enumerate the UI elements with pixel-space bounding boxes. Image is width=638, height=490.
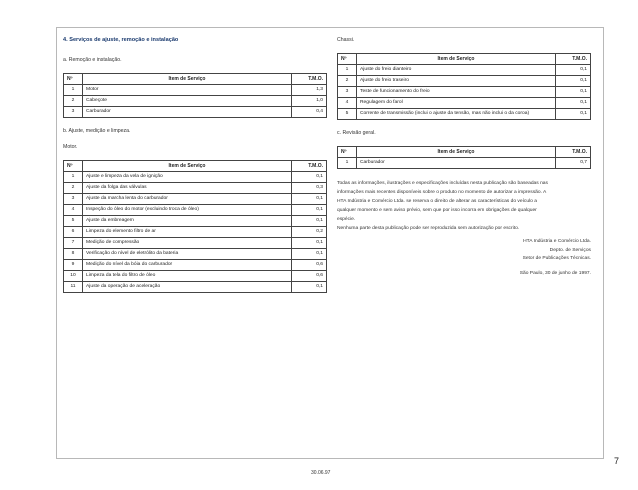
signature-date: São Paulo, 30 de junho de 1997. [519,270,591,276]
table-removal-installation [63,73,327,118]
row-tmo: 0,1 [556,76,591,87]
table-motor-adjustments [63,160,327,293]
notice-line: informações mais recentes disponíveis sobre o produto no momento de autorizar a impressão. A [337,190,547,195]
col-header-tmo: T.M.O. [292,74,327,85]
row-item: Inspeção do óleo do motor (excluindo troca de óleo) [83,205,292,216]
row-number: 2 [64,96,83,107]
row-tmo: 0,4 [292,107,327,118]
signature-company: HTA Indústria e Comércio Ltda. [523,239,591,244]
notice-line: espécie. [337,217,356,222]
row-tmo: 0,1 [292,172,327,183]
table-row [338,76,591,87]
col-header-number: Nº [338,54,357,65]
row-item: Corrente de transmissão (inclui o ajuste da tensão, mas não inclui o da coroa) [357,109,556,120]
row-item: Ajuste do freio dianteiro [357,65,556,76]
row-tmo: 0,3 [292,183,327,194]
row-item: Ajuste da embreagem [83,216,292,227]
subsection-b-label: b. Ajuste, medição e limpeza. [63,128,131,134]
row-number: 11 [64,282,83,293]
row-number: 1 [338,158,357,169]
table-row [64,271,327,282]
col-header-tmo: T.M.O. [556,54,591,65]
table-chassi [337,53,591,120]
col-header-item: Item de Serviço [357,147,556,158]
table-row [338,158,591,169]
row-tmo: 0,7 [556,158,591,169]
row-number: 5 [338,109,357,120]
row-number: 3 [64,107,83,118]
table-row [64,183,327,194]
row-item: Ajuste da folga das válvulas [83,183,292,194]
left-column [63,31,327,303]
row-number: 6 [64,227,83,238]
row-item: Limpeza da tela do filtro de óleo [83,271,292,282]
table-row [64,205,327,216]
row-item: Ajuste da marcha lenta do carburador [83,194,292,205]
section-title: 4. Serviços de ajuste, remoção e instalação [63,37,179,43]
row-item: Carburador [357,158,556,169]
row-item: Teste de funcionamento do freio [357,87,556,98]
table-row [64,260,327,271]
table-row [338,109,591,120]
row-item: Ajuste da operação de aceleração [83,282,292,293]
row-number: 2 [64,183,83,194]
notice-line: Nenhuma parte desta publicação pode ser reproduzida sem autorização por escrito. [337,226,520,231]
row-tmo: 1,3 [292,85,327,96]
right-column [337,31,591,276]
table-row [338,98,591,109]
row-number: 1 [338,65,357,76]
notice-line: HTA Indústria e Comércio Ltda. se reserva o direito de alterar as características do veículo a [337,199,537,204]
row-tmo: 0,1 [292,216,327,227]
col-header-item: Item de Serviço [83,161,292,172]
row-tmo: 1,0 [292,96,327,107]
row-number: 9 [64,260,83,271]
table-general-revision [337,146,591,169]
row-tmo: 0,2 [292,227,327,238]
row-tmo: 0,1 [556,98,591,109]
footer-date: 30.06.97 [311,470,331,476]
chassi-label: Chassi. [337,37,355,43]
row-tmo: 0,1 [292,194,327,205]
row-tmo: 0,6 [292,260,327,271]
row-tmo: 0,1 [556,87,591,98]
row-number: 3 [64,194,83,205]
table-row [64,96,327,107]
row-number: 4 [338,98,357,109]
row-item: Ajuste e limpeza da vela de ignição [83,172,292,183]
table-row [338,87,591,98]
row-number: 4 [64,205,83,216]
signature-department: Depto. de Serviços [549,247,591,253]
signature-block [337,238,591,264]
row-number: 3 [338,87,357,98]
subsection-c-label: c. Revisão geral. [337,130,376,136]
row-tmo: 0,6 [292,271,327,282]
row-number: 1 [64,172,83,183]
notice-line: Todas as informações, ilustrações e especificações incluídas nesta publicação são baseadas nas [337,181,548,186]
row-number: 5 [64,216,83,227]
row-number: 10 [64,271,83,282]
table-row [64,227,327,238]
col-header-item: Item de Serviço [357,54,556,65]
row-number: 2 [338,76,357,87]
disclaimer-notice [337,179,591,233]
row-number: 8 [64,249,83,260]
col-header-item: Item de Serviço [83,74,292,85]
table-row [64,238,327,249]
col-header-tmo: T.M.O. [292,161,327,172]
row-number: 7 [64,238,83,249]
col-header-number: Nº [64,161,83,172]
row-tmo: 0,1 [292,205,327,216]
subsection-a-label: a. Remoção e instalação. [63,57,122,63]
table-row [64,194,327,205]
row-item: Regulagem do farol [357,98,556,109]
row-tmo: 0,1 [292,238,327,249]
signature-sector: Setor de Publicações Técnicas. [522,256,591,261]
row-item: Ajuste do freio traseiro [357,76,556,87]
row-tmo: 0,1 [292,282,327,293]
row-item: Verificação do nível de eletrólito da bateria [83,249,292,260]
table-row [64,85,327,96]
row-item: Limpeza do elemento filtro de ar [83,227,292,238]
table-row [64,282,327,293]
col-header-number: Nº [338,147,357,158]
row-item: Motor [83,85,292,96]
table-row [64,172,327,183]
col-header-number: Nº [64,74,83,85]
motor-label: Motor. [63,144,78,150]
notice-line: qualquer momento e sem aviso prévio, sem que por isso incorra em obrigações de qualquer [337,208,537,213]
row-tmo: 0,1 [556,65,591,76]
table-row [338,65,591,76]
row-tmo: 0,1 [556,109,591,120]
row-item: Medição do nível da bóia do carburador [83,260,292,271]
col-header-tmo: T.M.O. [556,147,591,158]
row-item: Carburador [83,107,292,118]
page-number: 7 [614,456,620,466]
table-row [64,249,327,260]
row-number: 1 [64,85,83,96]
row-tmo: 0,1 [292,249,327,260]
table-row [64,216,327,227]
row-item: Medição de compressão [83,238,292,249]
table-row [64,107,327,118]
row-item: Cabeçote [83,96,292,107]
